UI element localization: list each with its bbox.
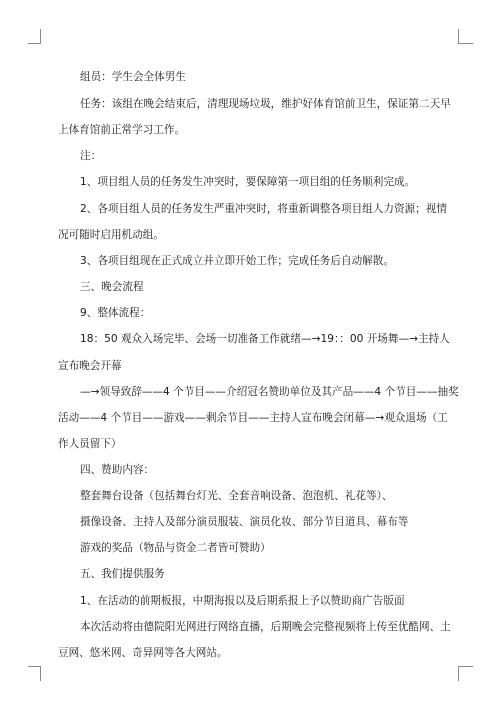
text-line: 任务：该组在晚会结束后，清理现场垃圾，维护好体育馆前卫生，保证第二天早 (80, 98, 451, 110)
text-line: 18：50 观众入场完毕、会场一切准备工作就绪—→19：：00 开场舞—→主持人 (80, 333, 450, 345)
text-line: 本次活动将由德院阳光网进行网络直播，后期晚会完整视频将上传至优酷网、土 (80, 621, 451, 633)
text-line: 豆网、悠米网、奇异网等各大网站。 (58, 647, 228, 659)
text-line: —→领导致辞——4 个节目——介绍冠名赞助单位及其产品——4 个节目——抽奖 (80, 386, 459, 398)
crop-mark-bottom-left (28, 666, 41, 681)
text-line: 游戏的奖品（物品与资金二者皆可赞助） (80, 542, 271, 554)
text-line: 2、各项目组人员的任务发生严重冲突时，将重新调整各项目组人力资源；视情 (80, 203, 447, 215)
text-line: 宣布晚会开幕 (58, 360, 122, 372)
crop-mark-bottom-right (458, 666, 473, 681)
section-heading: 四、赞助内容： (80, 464, 155, 476)
text-line: 9、整体流程： (80, 307, 151, 319)
text-line: 组员：学生会全体男生 (80, 71, 186, 83)
text-line: 注： (80, 150, 102, 162)
text-line: 整套舞台设备（包括舞台灯光、全套音响设备、泡泡机、礼花等）、 (80, 490, 393, 502)
text-line: 摄像设备、主持人及部分演员服装、演员化妆、部分节目道具、幕布等 (80, 516, 409, 528)
section-heading: 五、我们提供服务 (80, 568, 165, 580)
text-line: 活动——4 个节目——游戏——剩余节目——主持人宣布晚会闭幕—→观众退场（工 (58, 412, 448, 424)
text-line: 况可随时启用机动组。 (58, 229, 164, 241)
text-line: 3、各项目组现在正式成立并立即开始工作；完成任务后自动解散。 (80, 255, 394, 267)
text-line: 作人员留下） (58, 438, 122, 450)
section-heading: 三、晚会流程 (80, 281, 144, 293)
text-line: 1、项目组人员的任务发生冲突时，要保障第一项目组的任务顺利完成。 (80, 176, 416, 188)
text-line: 1、在活动的前期板报，中期海报以及后期系报上予以赞助商广告版面 (80, 595, 405, 607)
crop-mark-top-left (28, 29, 41, 44)
text-line: 上体育馆前正常学习工作。 (58, 124, 186, 136)
crop-mark-top-right (458, 29, 473, 44)
